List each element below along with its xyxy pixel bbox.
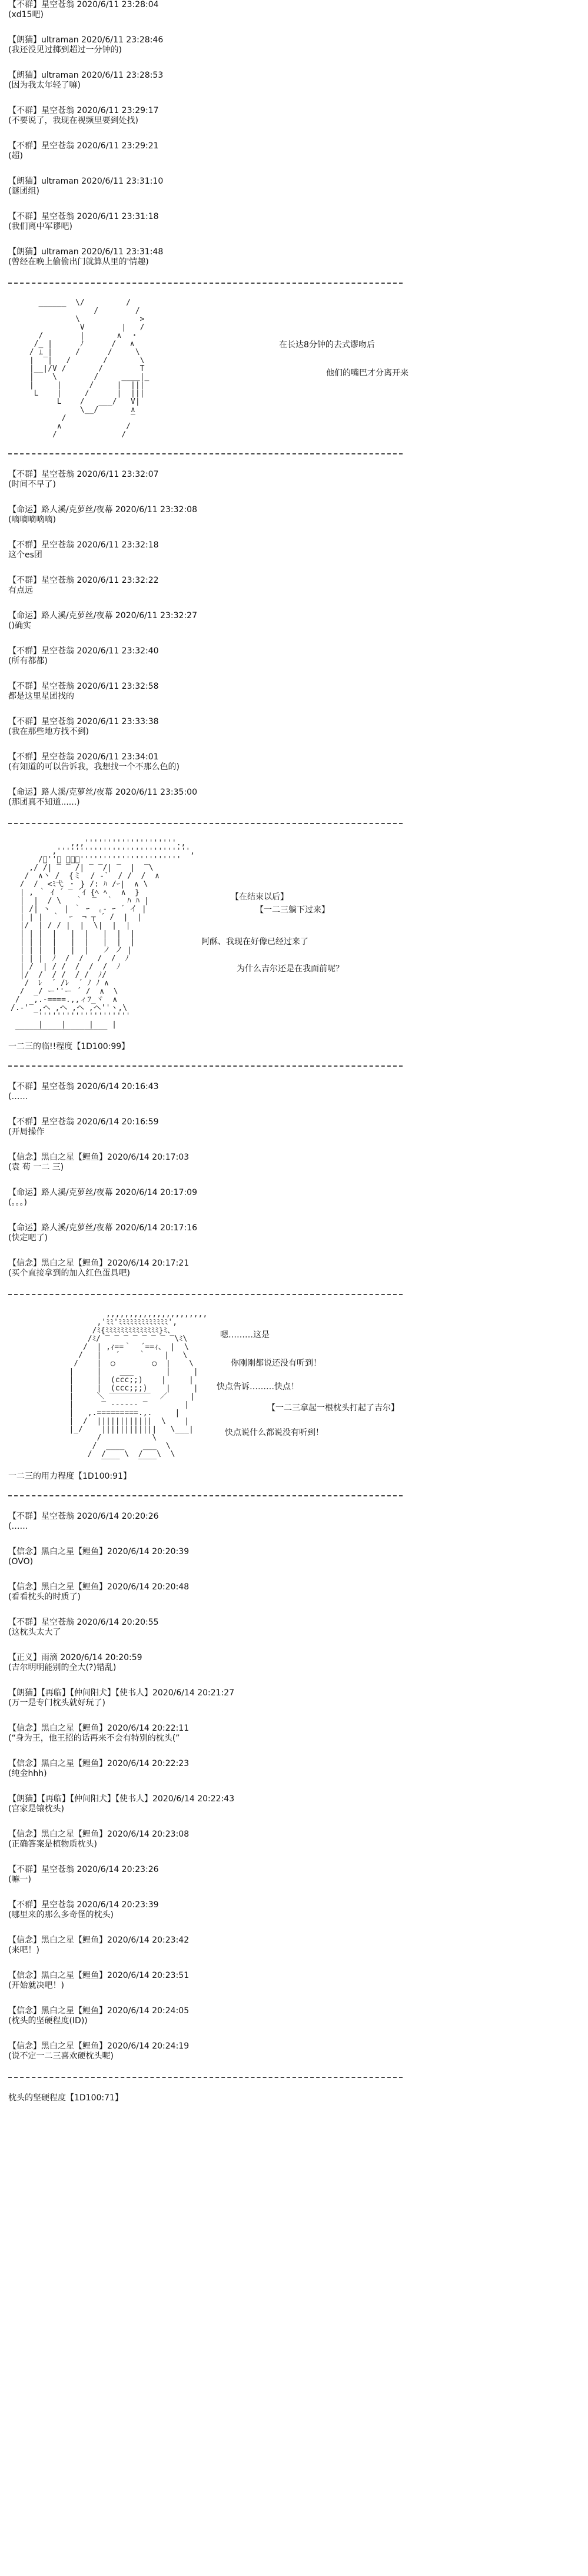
section-divider	[8, 453, 403, 454]
section-divider	[8, 1065, 403, 1067]
chat-message	[8, 682, 408, 702]
chat-message	[8, 788, 408, 808]
chat-message	[8, 0, 408, 20]
message-header: 【朗猫】【再临】【仲间阳犬】【使书人】2020/6/14 20:21:27	[8, 1688, 235, 1698]
chat-message	[8, 177, 408, 197]
art-caption: 【一二三拿起一根枕头打起了吉尔】	[267, 1403, 399, 1413]
message-body: 都是这里星团找的	[8, 692, 74, 701]
section-divider	[8, 1495, 403, 1496]
message-body: (我们离中军谬吧)	[8, 222, 72, 231]
chat-message	[8, 576, 408, 596]
section-divider	[8, 283, 403, 284]
message-body: (看看枕头的时质了)	[8, 1592, 81, 1602]
message-header: 【信念】黑白之星【鲤鱼】2020/6/14 20:23:42	[8, 1936, 190, 1945]
message-header: 【不群】星空苍翁 2020/6/11 23:32:07	[8, 470, 159, 479]
message-header: 【信念】黑白之星【鲤鱼】2020/6/14 20:20:48	[8, 1582, 190, 1592]
ascii-art-aa3: ,,,,,,,,,,,,,,,,,,,,,, ,'ﾐﾐ'ﾐﾐﾐﾐﾐﾐﾐﾐﾐﾐﾐﾐﾐ', /ﾐ{ﾐﾐﾐﾐﾐﾐﾐﾐﾐﾐﾐﾐﾐﾐ}ﾐ、 /ﾐ/ ‾ ‾ ‾ ‾ ‾ ‾ ‾ ‾\ﾐ\ / | ,ｨ==｀ ´==ｨ、 | \ / | ´ ｀ | \ / | ○ ○ | \ | | ___ | | | | (ccc;;) | | | | (ccc;;;) | | | ＼ ‾‾‾‾‾‾‾‾‾ ／ | | ‾ --‐‐-- ‾ | | ,.=========.,. | | / |||||||||||| \ | |_/ |||||||||||| \___| / \ / ____ ___ \ / / \ / \ \ ‾‾‾‾ ‾‾‾‾	[69, 1310, 208, 1467]
message-body: (宫家是镶枕头)	[8, 1804, 64, 1814]
message-header: 【朗猫】ultraman 2020/6/11 23:31:10	[8, 177, 164, 186]
chat-message	[8, 1153, 408, 1173]
message-body: (那团真不知道......)	[8, 798, 80, 807]
message-header: 【信念】黑白之星【鲤鱼】2020/6/14 20:24:05	[8, 2006, 190, 2016]
message-header: 【信念】黑白之星【鲤鱼】2020/6/14 20:20:39	[8, 1547, 190, 1556]
chat-message	[8, 1971, 408, 1991]
message-header: 【不群】星空苍翁 2020/6/11 23:31:18	[8, 212, 159, 221]
chat-message	[8, 1900, 408, 1920]
section-divider	[8, 2077, 403, 2078]
chat-message	[8, 1188, 408, 1208]
thread-column	[8, 0, 408, 2103]
chat-message	[8, 1688, 408, 1708]
message-body: (万一是专门枕头就好玩了)	[8, 1698, 105, 1708]
chat-message	[8, 470, 408, 490]
art-caption: 阿酥、我现在好像已经过来了	[201, 937, 308, 947]
message-body: (曾经在晚上偷偷出门就算从里的'情趣)	[8, 257, 149, 267]
message-body: (纯金hhh)	[8, 1769, 47, 1778]
message-body: (。。。)	[8, 1198, 27, 1207]
message-body: (开局操作	[8, 1127, 45, 1137]
chat-message	[8, 1618, 408, 1638]
message-header: 【不群】星空苍翁 2020/6/14 20:20:55	[8, 1618, 159, 1627]
chat-message	[8, 1223, 408, 1243]
message-header: 【信念】黑白之星【鲤鱼】2020/6/14 20:24:19	[8, 2041, 190, 2051]
message-header: 【朗猫】ultraman 2020/6/11 23:31:48	[8, 247, 164, 257]
message-header: 【不群】星空苍翁 2020/6/11 23:33:38	[8, 717, 159, 726]
message-body: (哪里来的那么多奇怪的枕头)	[8, 1910, 114, 1920]
chat-message	[8, 752, 408, 772]
message-body: (“身为王，他王招的话再来不会有特别的枕头(”	[8, 1734, 180, 1743]
chat-message	[8, 505, 408, 525]
chat-message	[8, 1117, 408, 1137]
message-header: 【不群】星空苍翁 2020/6/11 23:32:58	[8, 682, 159, 691]
message-body: (我还没见过掷到超过一分钟的)	[8, 45, 122, 55]
message-body: (超)	[8, 151, 23, 161]
message-header: 【朗猫】ultraman 2020/6/11 23:28:46	[8, 35, 164, 45]
chat-message	[8, 2041, 408, 2062]
dice-roll-result: 一二三的临!!程度【1D100:99】	[8, 1042, 130, 1051]
chat-message	[8, 540, 408, 560]
chat-message	[8, 1724, 408, 1744]
art-caption: 你刚刚都说还没有听到！	[231, 1359, 321, 1368]
message-body: (有知道的可以告诉我，我想找一个不那么色的)	[8, 762, 180, 772]
chat-message	[8, 1547, 408, 1567]
chat-message	[8, 35, 408, 55]
message-body: (嘀嘀嘀嘀嘀)	[8, 515, 56, 525]
chat-message	[8, 106, 408, 126]
chat-message	[8, 717, 408, 737]
message-header: 【命运】路人溪/克萝丝/夜幕 2020/6/14 20:17:16	[8, 1223, 197, 1233]
message-body: (xd15吧)	[8, 10, 44, 19]
message-body: (这枕头太大了	[8, 1628, 61, 1637]
message-body: (袁 苟 一二 三)	[8, 1163, 64, 1172]
art-caption: 为什么吉尔还是在我面前呢？	[237, 964, 344, 974]
message-header: 【命运】路人溪/克萝丝/夜幕 2020/6/11 23:32:27	[8, 611, 197, 620]
message-header: 【命运】路人溪/克萝丝/夜幕 2020/6/11 23:32:08	[8, 505, 197, 514]
chat-message	[8, 71, 408, 91]
chat-message	[8, 1512, 408, 1532]
ascii-art-panel-aa2	[8, 839, 408, 1061]
message-header: 【正义】雨滴 2020/6/14 20:20:59	[8, 1653, 142, 1662]
art-caption: 在长达8分钟的去式谬吻后	[279, 340, 375, 350]
message-body: (买个直接拿到的加入红色蛋具吧)	[8, 1269, 130, 1278]
chat-message	[8, 247, 408, 267]
ascii-art-aa1: ______ \/ / / / \ > V | / / | ∧ ・ /_ | ﾉ / ∧ / ⊥ | / / \ | ‾| / / \ |__|/V / / T | \ / ____|_ | | / | ||| L | / | ||| L / ___/ V| \__/ ∧ / ‾ ∧ / / /	[29, 298, 150, 439]
message-header: 【不群】星空苍翁 2020/6/14 20:16:43	[8, 1082, 159, 1091]
art-caption: 他们的嘴巴才分离开来	[326, 369, 408, 378]
chat-message	[8, 141, 408, 161]
message-header: 【不群】星空苍翁 2020/6/11 23:32:18	[8, 540, 159, 550]
message-body: (谜团组)	[8, 187, 39, 196]
message-header: 【不群】星空苍翁 2020/6/14 20:23:39	[8, 1900, 159, 1910]
art-caption: 快点告诉………快点！	[217, 1382, 299, 1392]
message-body: (说不定一二三喜欢硬枕头呢)	[8, 2051, 114, 2061]
message-header: 【不群】星空苍翁 2020/6/11 23:32:22	[8, 576, 159, 585]
chat-message	[8, 2006, 408, 2026]
message-header: 【不群】星空苍翁 2020/6/11 23:29:21	[8, 141, 159, 151]
message-header: 【不群】星空苍翁 2020/6/11 23:32:40	[8, 646, 159, 656]
ascii-art-panel-aa3	[8, 1310, 408, 1491]
chat-message	[8, 1794, 408, 1814]
message-header: 【信念】黑白之星【鲤鱼】2020/6/14 20:17:21	[8, 1259, 190, 1268]
message-body: (不要说了，我现在视频里要到处找)	[8, 116, 138, 125]
art-caption: 快点说什么都说没有听到！	[225, 1428, 324, 1438]
art-caption: 嗯………这是	[220, 1330, 270, 1340]
chat-message	[8, 1082, 408, 1102]
message-body: (时间不早了)	[8, 480, 56, 489]
message-body: (所有都都)	[8, 656, 48, 666]
chat-message	[8, 1582, 408, 1602]
message-header: 【信念】黑白之星【鲤鱼】2020/6/14 20:23:08	[8, 1830, 190, 1839]
chat-message	[8, 1830, 408, 1850]
section-divider	[8, 823, 403, 824]
message-header: 【朗猫】ultraman 2020/6/11 23:28:53	[8, 71, 164, 80]
final-dice-roll: 枕头的坚硬程度【1D100:71】	[8, 2093, 123, 2103]
chat-message	[8, 1759, 408, 1779]
message-header: 【信念】黑白之星【鲤鱼】2020/6/14 20:23:51	[8, 1971, 190, 1980]
chat-message	[8, 1936, 408, 1956]
message-body: (嘛一)	[8, 1875, 31, 1884]
message-body: (我在那些地方找不到)	[8, 727, 89, 736]
chat-message	[8, 212, 408, 232]
message-header: 【不群】星空苍翁 2020/6/14 20:20:26	[8, 1512, 159, 1521]
message-header: 【信念】黑白之星【鲤鱼】2020/6/14 20:22:23	[8, 1759, 190, 1768]
art-caption: 【在结束以后】	[231, 892, 288, 902]
message-body: (……	[8, 1092, 28, 1101]
section-divider	[8, 1294, 403, 1295]
message-body: (吉尔明明能别的全大(?)错乱)	[8, 1663, 117, 1672]
dice-roll-result: 一二三的用力程度【1D100:91】	[8, 1472, 131, 1481]
message-header: 【不群】星空苍翁 2020/6/11 23:29:17	[8, 106, 159, 115]
message-header: 【不群】星空苍翁 2020/6/14 20:16:59	[8, 1117, 159, 1127]
message-header: 【不群】星空苍翁 2020/6/14 20:23:26	[8, 1865, 159, 1874]
chat-message	[8, 1865, 408, 1885]
message-header: 【命运】路人溪/克萝丝/夜幕 2020/6/11 23:35:00	[8, 788, 197, 797]
message-body: 有点远	[8, 586, 33, 595]
message-body: (快定吧了)	[8, 1233, 48, 1243]
message-body: (因为我太年轻了嘛)	[8, 81, 81, 90]
chat-message	[8, 1653, 408, 1673]
message-header: 【不群】星空苍翁 2020/6/11 23:34:01	[8, 752, 159, 762]
message-body: (来吧！)	[8, 1946, 39, 1955]
message-header: 【信念】黑白之星【鲤鱼】2020/6/14 20:17:03	[8, 1153, 190, 1162]
message-body: (正确答案是植物质枕头)	[8, 1840, 97, 1849]
message-body: 这个es团	[8, 550, 42, 560]
art-caption: 【一二三躺下过来】	[255, 905, 330, 915]
chat-message	[8, 1259, 408, 1279]
chat-message	[8, 611, 408, 631]
message-header: 【命运】路人溪/克萝丝/夜幕 2020/6/14 20:17:09	[8, 1188, 197, 1197]
message-body: (枕头的坚硬程度(ID))	[8, 2016, 88, 2026]
message-body: ()确实	[8, 621, 31, 630]
message-body: (开始就决吧！)	[8, 1981, 64, 1990]
ascii-art-panel-aa1	[8, 299, 408, 449]
ascii-art-aa2: ,,,''''''''''''''''''''., ,''''''''''''''''''''''''''''', /ﾞ''ﾞ ﾞﾞﾞ'''''''''''''''''''''' ,/ /| ‾ ‾ /| ‾ ‾/| ‾ | ‾\ / ∧丶 / {ミ / -` / / / ∧ / / <ﾐ弋 ・ } /: ﾊ /ｰ| ∧ \ | , ｀ ｲ ´ ‾ ´ｲ {ﾍ ﾍ ∧ } | | / \ ｀ ‾ ｀ ﾊ ﾊ | | /| ヽ | ｀ ｰ ｡- ｰ ´ イ | | | | ｀ ｰ ¬ ┬ ´ / | | |/ | / / | | \| | | | | | | | | | | | | | | | | | | | | | | | | | | ノ ノ | | | | ﾉ / / / / ﾉ | / | / / / / / ﾉ |/ / / / / / ﾉ/ / ﾚ ´ /ﾚ ´ ﾉ ﾉ ∧ / _/ ー''ー ´ / ∧ \ / ,.-====.,,ィﾌ_ヾ ∧ /.-'‾ ,ヘ ,ヘ ,ヘ ,ヘ''ヽ,\ ‾'''''''''''''''''''' | | | | ‾‾‾‾‾‾‾‾‾‾‾‾‾‾‾‾‾‾‾‾	[11, 839, 195, 1037]
message-header: 【朗猫】【再临】【仲间阳犬】【使书人】2020/6/14 20:22:43	[8, 1794, 235, 1804]
chat-message	[8, 646, 408, 666]
message-header: 【信念】黑白之星【鲤鱼】2020/6/14 20:22:11	[8, 1724, 190, 1733]
message-body: (OVO)	[8, 1557, 34, 1566]
message-header: 【不群】星空苍翁 2020/6/11 23:28:04	[8, 0, 159, 9]
message-body: (……	[8, 1522, 28, 1531]
